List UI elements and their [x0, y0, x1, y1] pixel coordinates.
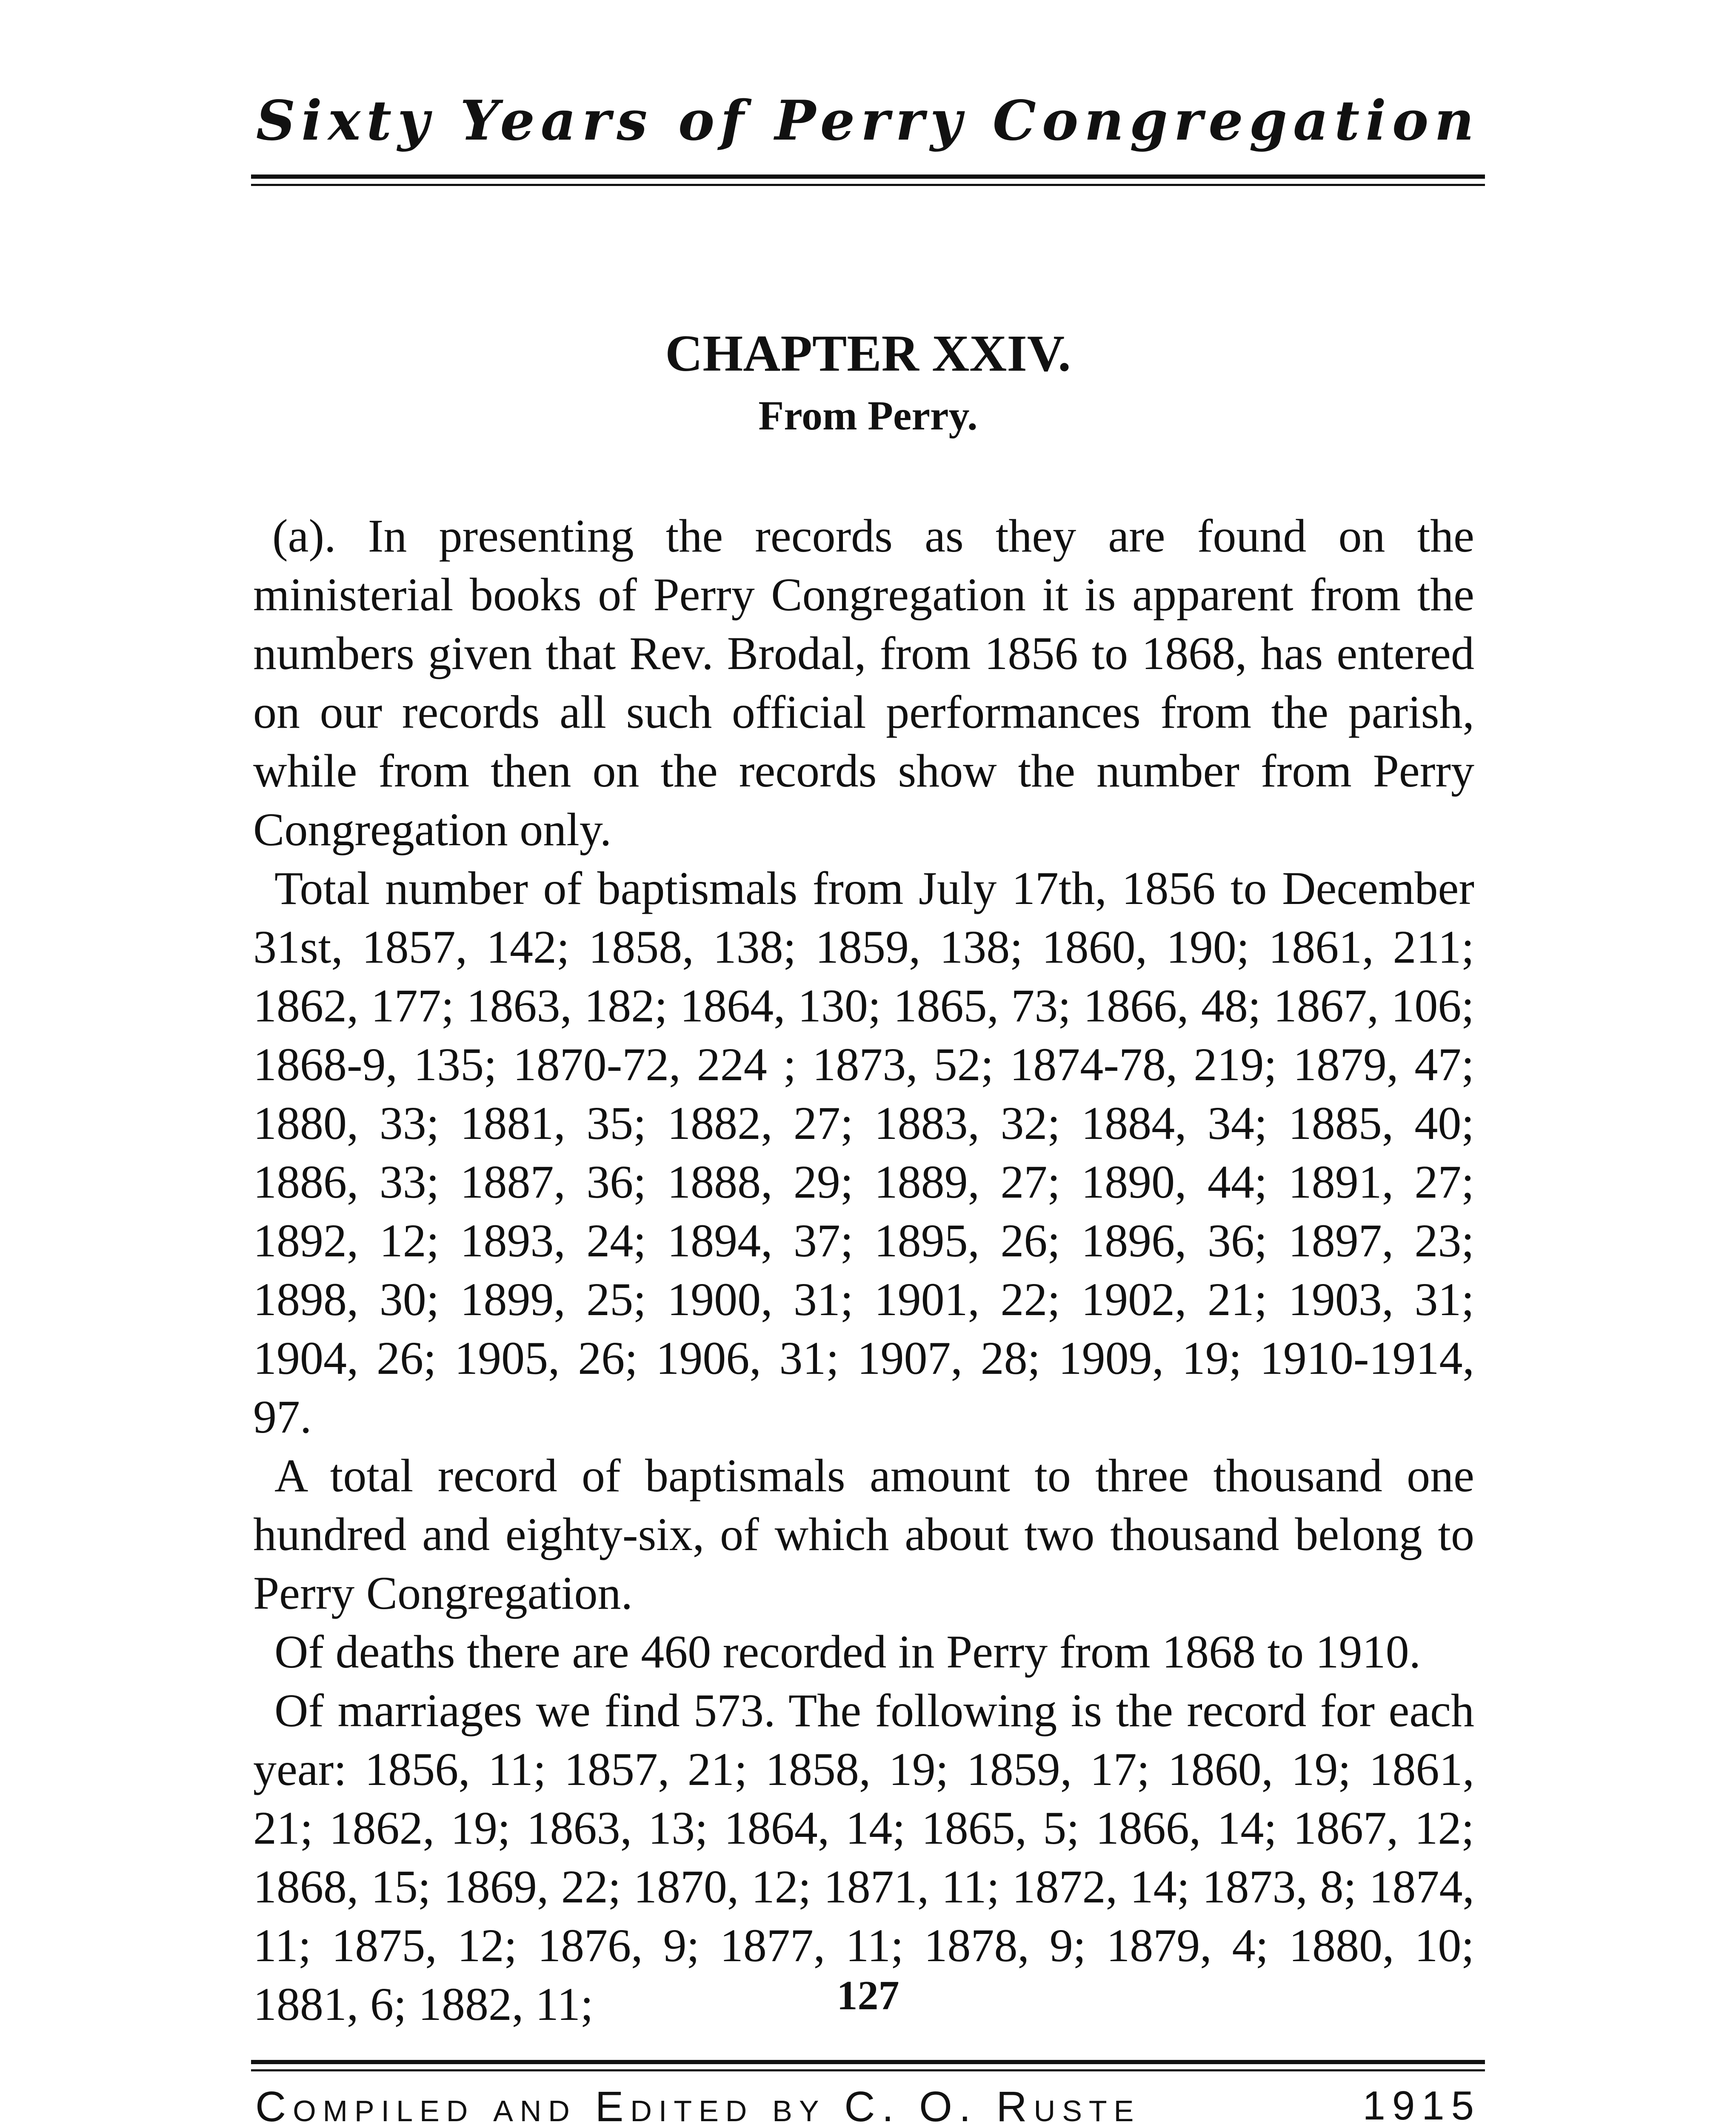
body-text — [253, 506, 1474, 2034]
footer-double-rule — [251, 2060, 1485, 2071]
page-number: 127 — [837, 1973, 899, 2019]
paragraph-baptismals-total: A total record of baptismals amount to three thousand one hundred and eighty-six, of which about two thousand belong to Perry Congregation. — [253, 1450, 1474, 1619]
paragraph-introduction: (a). In presenting the records as they are found on the ministerial books of Perry Congregation it is apparent from the numbers given that Rev. Brodal, from 1856 to 1868, has entered on our records all such official performances from the parish, while from then on the records show the number from Perry Congregation only. — [253, 510, 1474, 855]
chapter-subtitle: From Perry. — [758, 393, 978, 439]
footer — [255, 2085, 1481, 2128]
running-header-title: Sixty Years of Perry Congregation — [256, 89, 1480, 153]
header-double-rule — [251, 174, 1485, 186]
footer-year: 1915 — [1362, 2083, 1481, 2128]
paragraph-deaths: Of deaths there are 460 recorded in Perry from 1868 to 1910. — [274, 1626, 1421, 1678]
paragraph-marriages: Of marriages we find 573. The following is the record for each year: 1856, 11; 1857, 21; 1858, 19; 1859, 17; 1860, 19; 1861, 21; 1862, 19; 1863, 13; 1864, 14; 1865, 5; 1866, 14; 1867, 12; 1868, 15; 1869, 22; 1870, 12; 1871, 11; 1872, 14; 1873, 8; 1874, 11; 1875, 12; 1876, 9; 1877, 11; 1878, 9; 1879, 4; 1880, 10; 1881, 6; 1882, 11; — [253, 1685, 1474, 2030]
footer-credit: Compiled and Edited by C. O. Ruste — [255, 2083, 1141, 2128]
chapter-title: CHAPTER XXIV. — [665, 325, 1071, 382]
paragraph-baptismals-by-year: Total number of baptismals from July 17th, 1856 to December 31st, 1857, 142; 1858, 138; 1859, 138; 1860, 190; 1861, 211; 1862, 177; 1863, 182; 1864, 130; 1865, 73; 1866, 48; 1867, 106; 1868-9, 135; 1870-72, 224 ; 1873, 52; 1874-78, 219; 1879, 47; 1880, 33; 1881, 35; 1882, 27; 1883, 32; 1884, 34; 1885, 40; 1886, 33; 1887, 36; 1888, 29; 1889, 27; 1890, 44; 1891, 27; 1892, 12; 1893, 24; 1894, 37; 1895, 26; 1896, 36; 1897, 23; 1898, 30; 1899, 25; 1900, 31; 1901, 22; 1902, 21; 1903, 31; 1904, 26; 1905, 26; 1906, 31; 1907, 28; 1909, 19; 1910-1914, 97. — [253, 862, 1474, 1443]
